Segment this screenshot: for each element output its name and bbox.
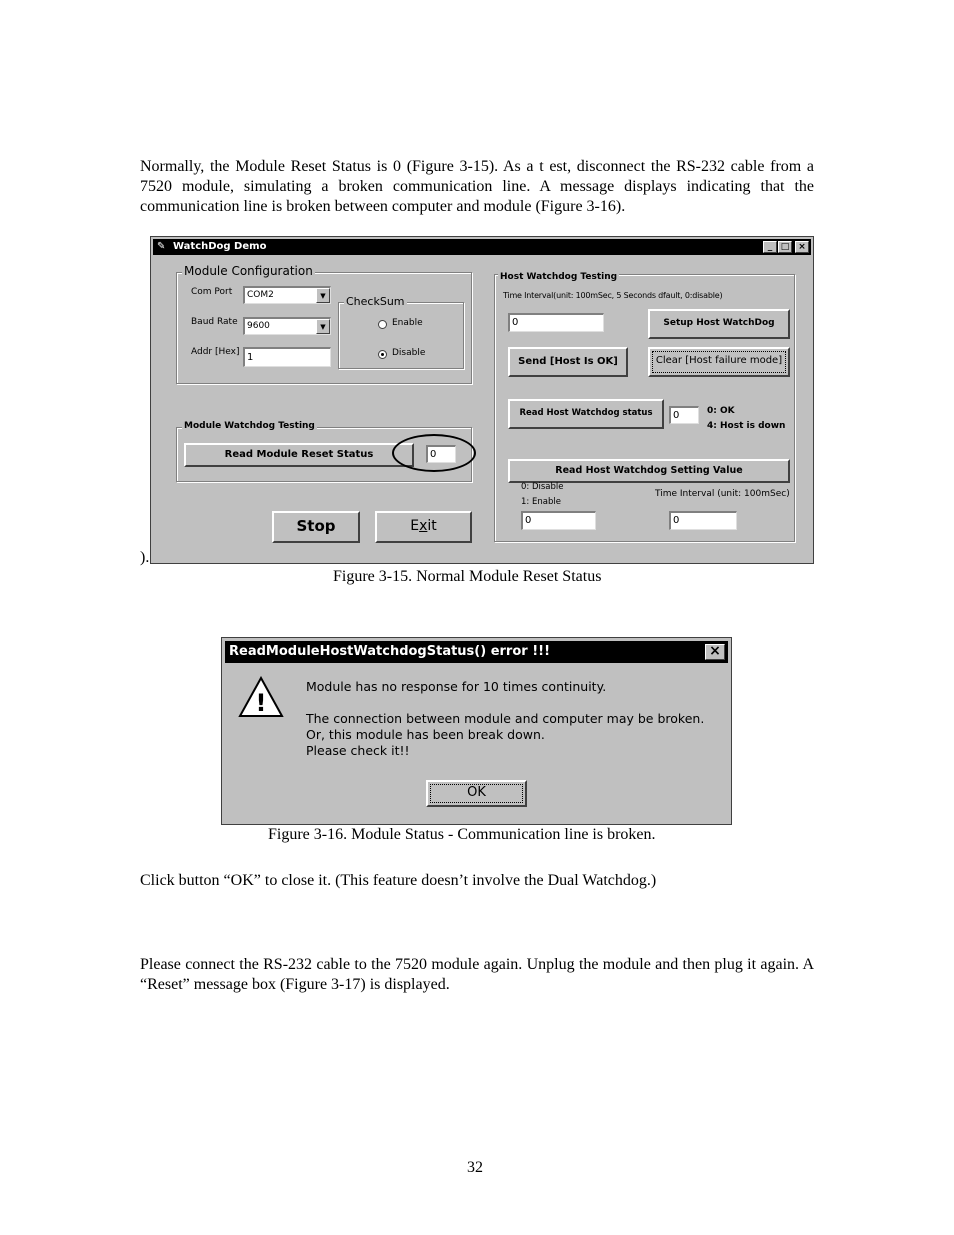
addr-field[interactable]: 1 — [243, 347, 331, 367]
host-watchdog-status-field[interactable]: 0 — [669, 406, 699, 424]
maximize-button[interactable]: □ — [778, 241, 792, 253]
error-line-3: Or, this module has been break down. — [306, 727, 545, 742]
host-setting-field[interactable]: 0 — [521, 511, 596, 530]
module-watchdog-label: Module Watchdog Testing — [184, 421, 315, 431]
read-host-watchdog-setting-button[interactable]: Read Host Watchdog Setting Value — [508, 459, 790, 483]
exit-button-label-start: E — [410, 518, 420, 534]
window-title: WatchDog Demo — [173, 241, 267, 252]
error-line-1: Module has no response for 10 times continuity. — [306, 679, 607, 694]
intro-paragraph: Normally, the Module Reset Status is 0 (Figure 3-15). As a t est, disconnect the RS-232 cable from a 7520 module, simulating a broken communication line. A message displays indicating that the communication line is broken between computer and module (Figure 3-16). — [140, 158, 814, 215]
exit-button-label-end: it — [427, 518, 437, 534]
close-instruction-paragraph: Click button “OK” to close it. (This feature doesn’t involve the Dual Watchdog.) — [140, 872, 657, 889]
addr-label: Addr [Hex] — [191, 347, 240, 357]
close-icon[interactable]: × — [705, 644, 725, 660]
com-port-label: Com Port — [191, 287, 233, 297]
stop-button[interactable]: Stop — [272, 511, 360, 543]
module-reset-status-field[interactable]: 0 — [426, 445, 456, 463]
baud-rate-label: Baud Rate — [191, 317, 238, 327]
checksum-disable-label: Disable — [392, 348, 426, 358]
warning-icon — [238, 676, 284, 718]
status-down-label: 4: Host is down — [707, 421, 786, 431]
disable-option-label: 0: Disable — [521, 482, 564, 492]
error-dialog — [221, 637, 732, 825]
watchdog-demo-window — [150, 236, 814, 564]
close-button[interactable]: × — [795, 241, 809, 253]
checksum-enable-radio[interactable] — [378, 320, 387, 329]
checksum-label: CheckSum — [346, 295, 405, 308]
error-line-4: Please check it!! — [306, 743, 410, 758]
host-interval-field[interactable]: 0 — [508, 313, 604, 332]
chevron-down-icon[interactable]: ▼ — [316, 288, 330, 303]
figure-16-caption: Figure 3-16. Module Status - Communication line is broken. — [268, 826, 656, 843]
exit-button[interactable] — [375, 511, 472, 543]
exit-button-mnemonic: x — [419, 518, 428, 534]
error-line-2: The connection between module and computer may be broken. — [306, 711, 705, 726]
app-icon: ✎ — [157, 241, 166, 252]
read-host-watchdog-status-button[interactable]: Read Host Watchdog status — [508, 399, 664, 429]
setup-host-watchdog-button[interactable]: Setup Host WatchDog — [648, 309, 790, 339]
baud-rate-select[interactable] — [243, 317, 331, 335]
figure-15-caption: Figure 3-15. Normal Module Reset Status — [333, 568, 602, 585]
time-interval-unit-label: Time Interval (unit: 100mSec) — [655, 489, 790, 499]
read-module-reset-status-button[interactable]: Read Module Reset Status — [184, 443, 414, 467]
warning-glyph: ! — [255, 689, 267, 717]
baud-rate-value: 9600 — [247, 321, 270, 331]
com-port-select[interactable] — [243, 286, 331, 304]
minimize-button[interactable]: _ — [763, 241, 777, 253]
stray-mark: ). — [140, 549, 150, 566]
com-port-value: COM2 — [247, 290, 274, 300]
send-host-ok-button[interactable]: Send [Host Is OK] — [508, 347, 628, 377]
chevron-down-icon[interactable]: ▼ — [316, 319, 330, 334]
checksum-enable-label: Enable — [392, 318, 423, 328]
host-watchdog-label: Host Watchdog Testing — [500, 272, 618, 282]
page-number: 32 — [467, 1159, 483, 1176]
error-dialog-title: ReadModuleHostWatchdogStatus() error !!! — [229, 644, 550, 659]
checksum-disable-radio[interactable] — [378, 350, 387, 359]
clear-host-failure-button[interactable]: Clear [Host failure mode] — [648, 347, 790, 377]
status-ok-label: 0: OK — [707, 406, 735, 416]
highlight-ellipse — [392, 434, 476, 472]
time-interval-label: Time Interval(unit: 100mSec, 5 Seconds dfault, 0:disable) — [503, 291, 723, 300]
error-dialog-titlebar — [225, 641, 728, 663]
checksum-group — [338, 302, 464, 369]
window-titlebar — [153, 239, 811, 255]
enable-option-label: 1: Enable — [521, 497, 561, 507]
ok-button[interactable]: OK — [426, 780, 527, 807]
reconnect-paragraph: Please connect the RS-232 cable to the 7520 module again. Unplug the module and then plug it again. A “Reset” message box (Figure 3-17) is displayed. — [140, 956, 814, 993]
module-configuration-label: Module Configuration — [184, 264, 313, 278]
host-time-interval-field[interactable]: 0 — [669, 511, 737, 530]
